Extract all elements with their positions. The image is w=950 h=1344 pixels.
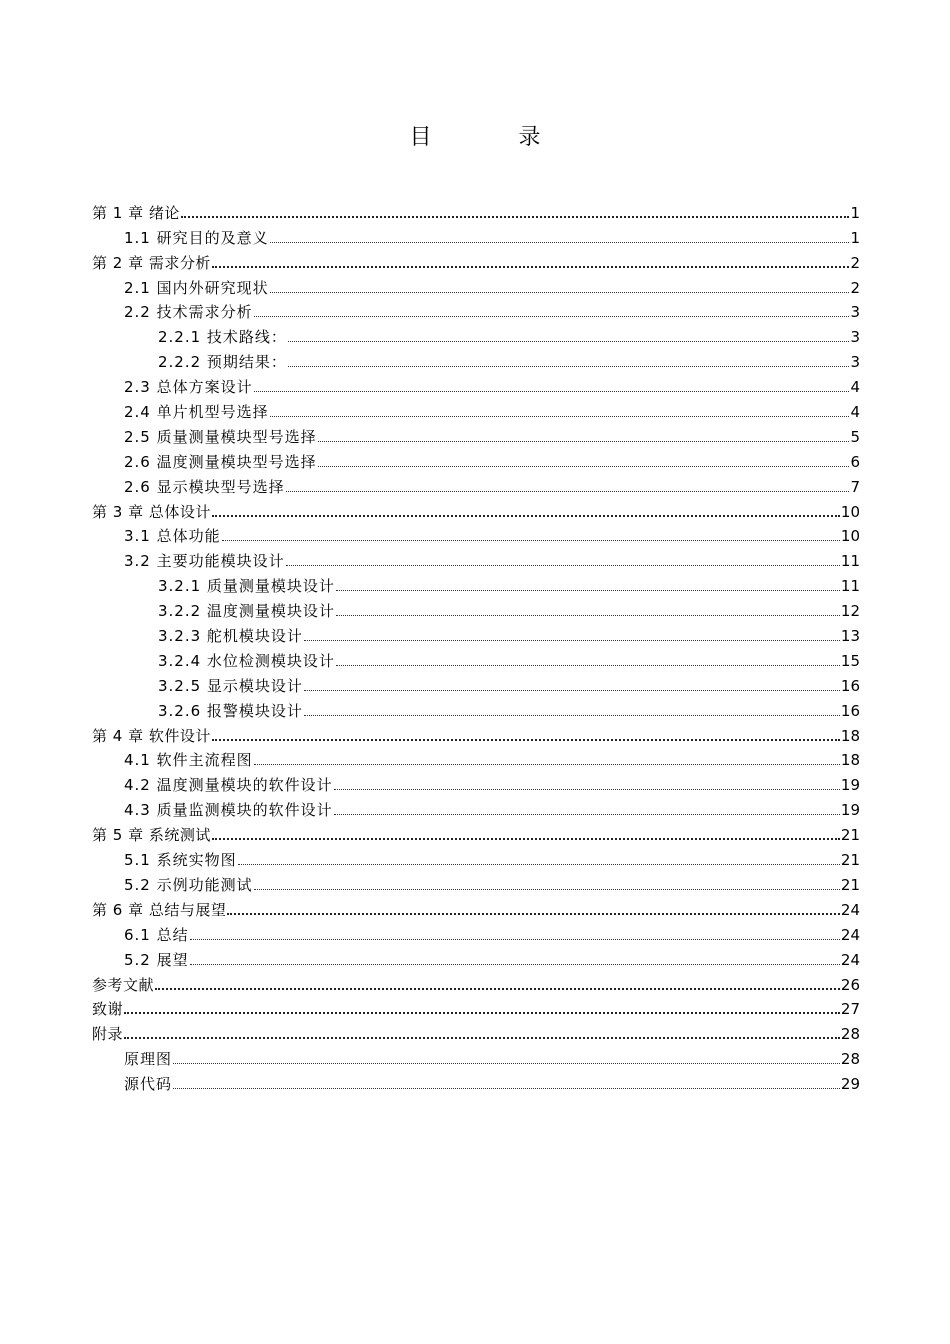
toc-entry-label: 2.5 质量测量模块型号选择: [124, 427, 317, 446]
toc-entry-page-number: 29: [840, 1075, 860, 1094]
dot-leader: [222, 530, 840, 541]
toc-entry[interactable]: [92, 646, 860, 671]
toc-entry-label: 5.2 示例功能测试: [124, 875, 253, 894]
toc-entry-page-number: 21: [840, 851, 860, 870]
toc-entry-page-number: 7: [850, 477, 860, 496]
toc-entry-label: 3.2.2 温度测量模块设计: [158, 602, 335, 621]
toc-entry[interactable]: [92, 397, 860, 422]
dot-leader: [190, 954, 840, 965]
toc-entry-label: 第 6 章 总结与展望: [92, 900, 227, 919]
toc-entry-label: 2.6 显示模块型号选择: [124, 477, 285, 496]
toc-entry-page-number: 3: [850, 328, 860, 347]
toc-entry-label: 3.2.5 显示模块设计: [158, 676, 303, 695]
toc-entry-label: 3.2.6 报警模块设计: [158, 701, 303, 720]
toc-entry[interactable]: [92, 820, 860, 845]
toc-entry-page-number: 18: [840, 726, 860, 745]
toc-entry-label: 5.1 系统实物图: [124, 851, 237, 870]
toc-entry-label: 2.2 技术需求分析: [124, 303, 253, 322]
toc-entry-page-number: 11: [840, 577, 860, 596]
dot-leader: [124, 1004, 840, 1014]
toc-entry-page-number: 18: [840, 751, 860, 770]
dot-leader: [286, 555, 840, 566]
page-title: 目 录: [409, 125, 581, 150]
toc-entry-page-number: 10: [840, 502, 860, 521]
toc-entry[interactable]: [92, 347, 860, 372]
toc-entry[interactable]: [92, 770, 860, 795]
dot-leader: [304, 630, 840, 641]
toc-entry[interactable]: [92, 696, 860, 721]
toc-entry-label: 3.2.1 质量测量模块设计: [158, 577, 335, 596]
toc-entry-page-number: 15: [840, 651, 860, 670]
toc-entry-page-number: 3: [850, 353, 860, 372]
dot-leader: [254, 381, 850, 392]
toc-entry[interactable]: [92, 795, 860, 820]
toc-entry-page-number: 28: [840, 1050, 860, 1069]
toc-entry-label: 2.2.2 预期结果：: [158, 353, 287, 372]
dot-leader: [270, 406, 850, 417]
toc-entry-label: 2.3 总体方案设计: [124, 378, 253, 397]
toc-entry-page-number: 10: [840, 527, 860, 546]
toc-entry-page-number: 21: [840, 826, 860, 845]
dot-leader: [212, 507, 840, 517]
toc-entry-page-number: 19: [840, 801, 860, 820]
dot-leader: [173, 1078, 840, 1089]
toc-entry-label: 5.2 展望: [124, 950, 189, 969]
toc-entry-page-number: 26: [840, 975, 860, 994]
dot-leader: [336, 655, 840, 666]
toc-entry-label: 第 1 章 绪论: [92, 203, 180, 222]
toc-entry-page-number: 2: [850, 253, 860, 272]
dot-leader: [304, 680, 840, 691]
toc-entry-page-number: 24: [840, 925, 860, 944]
toc-entry-page-number: 16: [840, 701, 860, 720]
toc-entry-label: 4.3 质量监测模块的软件设计: [124, 801, 333, 820]
toc-entry-page-number: 1: [850, 203, 860, 222]
toc-entry[interactable]: [92, 422, 860, 447]
toc-entry-label: 3.2.3 舵机模块设计: [158, 627, 303, 646]
toc-entry[interactable]: [92, 198, 860, 223]
dot-leader: [270, 232, 850, 243]
toc-entry[interactable]: [92, 273, 860, 298]
dot-leader: [270, 282, 850, 293]
dot-leader: [254, 879, 840, 890]
toc-entry-page-number: 11: [840, 552, 860, 571]
toc-entry-label: 4.1 软件主流程图: [124, 751, 253, 770]
toc-entry[interactable]: [92, 497, 860, 522]
toc-entry[interactable]: [92, 895, 860, 920]
toc-entry[interactable]: [92, 945, 860, 970]
toc-entry[interactable]: [92, 721, 860, 746]
dot-leader: [190, 929, 840, 940]
toc-entry-page-number: 6: [850, 452, 860, 471]
dot-leader: [336, 580, 840, 591]
toc-entry[interactable]: [92, 1019, 860, 1044]
toc-entry-page-number: 4: [850, 378, 860, 397]
dot-leader: [318, 456, 850, 467]
toc-entry[interactable]: [92, 746, 860, 771]
toc-entry-page-number: 28: [840, 1025, 860, 1044]
toc-entry-page-number: 1: [850, 228, 860, 247]
toc-entry[interactable]: [92, 571, 860, 596]
toc-entry-page-number: 4: [850, 403, 860, 422]
toc-entry-label: 3.1 总体功能: [124, 527, 221, 546]
toc-entry[interactable]: [92, 1044, 860, 1069]
toc-entry-page-number: 13: [840, 627, 860, 646]
toc-entry-page-number: 19: [840, 776, 860, 795]
toc-entry-label: 3.2.4 水位检测模块设计: [158, 651, 335, 670]
dot-leader: [304, 705, 840, 716]
toc-entry-label: 第 3 章 总体设计: [92, 502, 211, 521]
toc-entry[interactable]: [92, 845, 860, 870]
dot-leader: [238, 854, 840, 865]
toc-entry-page-number: 24: [840, 900, 860, 919]
toc-entry-label: 2.4 单片机型号选择: [124, 403, 269, 422]
toc-entry[interactable]: [92, 870, 860, 895]
dot-leader: [334, 804, 840, 815]
toc-entry-label: 4.2 温度测量模块的软件设计: [124, 776, 333, 795]
table-of-contents: [92, 198, 860, 1094]
dot-leader: [288, 356, 850, 367]
dot-leader: [286, 481, 850, 492]
dot-leader: [288, 331, 850, 342]
toc-entry[interactable]: [92, 372, 860, 397]
toc-entry-page-number: 21: [840, 875, 860, 894]
toc-entry-page-number: 2: [850, 278, 860, 297]
dot-leader: [212, 258, 850, 268]
dot-leader: [155, 980, 840, 990]
toc-entry-label: 附录: [92, 1025, 124, 1044]
toc-entry-label: 1.1 研究目的及意义: [124, 228, 269, 247]
toc-entry-label: 参考文献: [92, 975, 155, 994]
dot-leader: [124, 1029, 840, 1039]
toc-entry-page-number: 16: [840, 676, 860, 695]
dot-leader: [212, 830, 840, 840]
toc-entry[interactable]: [92, 298, 860, 323]
toc-entry[interactable]: [92, 322, 860, 347]
toc-entry[interactable]: [92, 522, 860, 547]
toc-entry-page-number: 27: [840, 1000, 860, 1019]
toc-entry[interactable]: [92, 248, 860, 273]
toc-entry[interactable]: [92, 995, 860, 1020]
toc-entry-label: 3.2 主要功能模块设计: [124, 552, 285, 571]
dot-leader: [254, 754, 840, 765]
toc-entry[interactable]: [92, 920, 860, 945]
dot-leader: [173, 1053, 840, 1064]
toc-entry-label: 6.1 总结: [124, 925, 189, 944]
toc-entry-label: 2.1 国内外研究现状: [124, 278, 269, 297]
toc-entry[interactable]: [92, 671, 860, 696]
toc-entry-label: 原理图: [124, 1050, 173, 1069]
toc-entry-page-number: 3: [850, 303, 860, 322]
toc-entry[interactable]: [92, 621, 860, 646]
toc-entry[interactable]: [92, 546, 860, 571]
toc-entry-label: 第 2 章 需求分析: [92, 253, 211, 272]
toc-entry-label: 源代码: [124, 1075, 173, 1094]
dot-leader: [318, 431, 850, 442]
dot-leader: [334, 779, 840, 790]
dot-leader: [181, 208, 850, 218]
toc-entry-label: 第 5 章 系统测试: [92, 826, 211, 845]
toc-entry-label: 2.6 温度测量模块型号选择: [124, 452, 317, 471]
dot-leader: [336, 605, 840, 616]
toc-entry[interactable]: [92, 1069, 860, 1094]
toc-entry[interactable]: [92, 447, 860, 472]
toc-entry-label: 第 4 章 软件设计: [92, 726, 211, 745]
toc-entry-label: 2.2.1 技术路线：: [158, 328, 287, 347]
dot-leader: [227, 905, 840, 915]
toc-entry[interactable]: [92, 970, 860, 995]
toc-entry[interactable]: [92, 596, 860, 621]
toc-entry-label: 致谢: [92, 1000, 124, 1019]
toc-entry-page-number: 5: [850, 427, 860, 446]
toc-entry[interactable]: [92, 223, 860, 248]
toc-entry-page-number: 12: [840, 602, 860, 621]
toc-entry[interactable]: [92, 472, 860, 497]
dot-leader: [254, 306, 850, 317]
toc-entry-page-number: 24: [840, 950, 860, 969]
dot-leader: [212, 731, 840, 741]
